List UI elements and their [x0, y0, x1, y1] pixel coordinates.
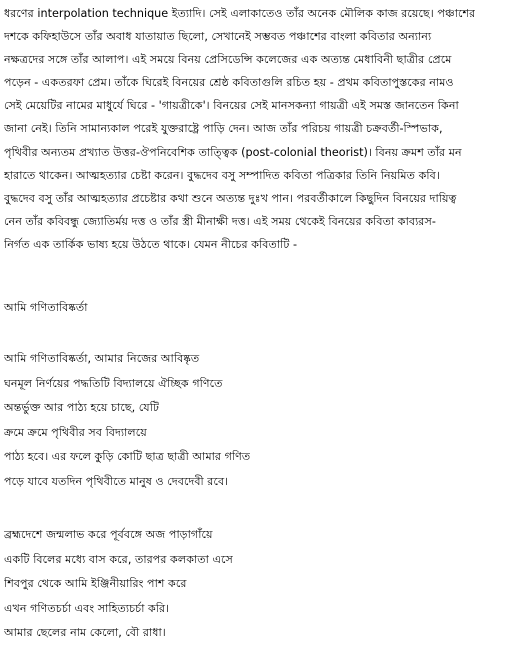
paragraph-line: নির্গত এক তার্কিক ভাষ্য হয়ে উঠতে থাকে। যেমন নীচের কবিতাটি -	[4, 237, 298, 251]
prose-paragraph	[4, 2, 475, 256]
poem-line: ঘনমূল নির্ণয়ের পদ্ধতিটি বিদ্যালয়ে ঐচ্ছিক গণিতে	[4, 376, 223, 390]
paragraph-line: দশকে কফিহাউসে তাঁর অবাধ যাতায়াত ছিলো, সেখানেই সম্ভবত পঞ্চাশের বাংলা কবিতার অন্যান্য	[4, 30, 432, 44]
paragraph-line: নক্ষত্রদের সঙ্গে তাঁর আলাপ। এই সময়ে বিনয় প্রেসিডেন্সি কলেজের এক অত্যন্ত মেধাবিনী ছাত্রীর প্রেমে	[4, 53, 452, 67]
paragraph-line: বুদ্ধদেব বসু তাঁর আত্মহত্যার প্রচেষ্টার কথা শুনে অত্যন্ত দুঃখ পান। পরবর্তীকালে কিছুদিন বিনয়ের দায়িত্ব	[4, 191, 457, 205]
poem-stanza-1	[4, 347, 250, 495]
paragraph-line: পৃথিবীর অন্যতম প্রখ্যাত উত্তর-ঔপনিবেশিক তাত্ত্বিক (post-colonial theorist)। বিনয় ক্রমশ তাঁর মন	[4, 145, 462, 159]
paragraph-line: জানা নেই। তিনি সামান্যকাল পরেই যুক্তরাষ্ট্রে পাড়ি দেন। আজ তাঁর পরিচয় গায়ত্রী চক্রবর্তী-স্পিভাক,	[4, 122, 443, 136]
poem-line: একটি বিলের মধ্যে বাস করে, তারপর কলকাতা এসে	[4, 552, 233, 566]
paragraph-line: ধরণের interpolation technique ইত্যাদি। সেই এলাকাতেও তাঁর অনেক মৌলিক কাজ রয়েছে। পঞ্চাশের	[4, 7, 476, 20]
poem-title: আমি গণিতাবিষ্কর্তা	[4, 301, 88, 314]
paragraph-line: হারাতে থাকেন। আত্মহত্যার চেষ্টা করেন। বুদ্ধদেব বসু সম্পাদিত কবিতা পত্রিকার তিনি নিয়মিত কবি।	[4, 168, 440, 182]
poem-line: পাঠ্য হবে। এর ফলে কুড়ি কোটি ছাত্র ছাত্রী আমার গণিত	[4, 450, 251, 464]
poem-line: আমার ছেলের নাম কেলো, বৌ রাধা।	[4, 626, 166, 640]
poem-line: ক্রমে ক্রমে পৃথিবীর সব বিদ্যালয়ে	[4, 425, 147, 439]
paragraph-line: সেই মেয়েটির নামের মাধুর্যে ঘিরে - 'গায়ত্রীকে'। বিনয়ের সেই মানসকন্যা গায়ত্রী এই সমস্ত জানতেন কিনা	[4, 99, 459, 113]
poem-line: অন্তর্ভুক্ত আর পাঠ্য হয়ে চাছে, যেটি	[4, 401, 160, 415]
paragraph-line: পড়েন - একতরফা প্রেম। তাঁকে ঘিরেই বিনয়ের শ্রেষ্ঠ কবিতাগুলি রচিত হয় - প্রথম কবিতাপুস্তকের নামও	[4, 76, 454, 90]
poem-stanza-2	[4, 523, 233, 646]
poem-line: শিবপুর থেকে আমি ইঞ্জিনীয়ারিং পাশ করে	[4, 577, 187, 591]
paragraph-line: নেন তাঁর কবিবন্ধু জ্যোতির্ময় দত্ত ও তাঁর স্ত্রী মীনাক্ষী দত্ত। এই সময় থেকেই বিনয়ের কবিতা কাব্যরস-	[4, 214, 436, 228]
poem-line: ব্রহ্মদেশে জন্মলাভ করে পূর্ববঙ্গে অজ পাড়াগাঁয়ে	[4, 528, 213, 541]
poem-line: এখন গণিতচর্চা এবং সাহিত্যচর্চা করি।	[4, 601, 170, 615]
poem-line: পড়ে যাবে যতদিন পৃথিবীতে মানুষ ও দেবদেবী রবে।	[4, 474, 229, 488]
poem-line: আমি গণিতাবিষ্কর্তা, আমার নিজের আবিষ্কৃত	[4, 352, 200, 365]
